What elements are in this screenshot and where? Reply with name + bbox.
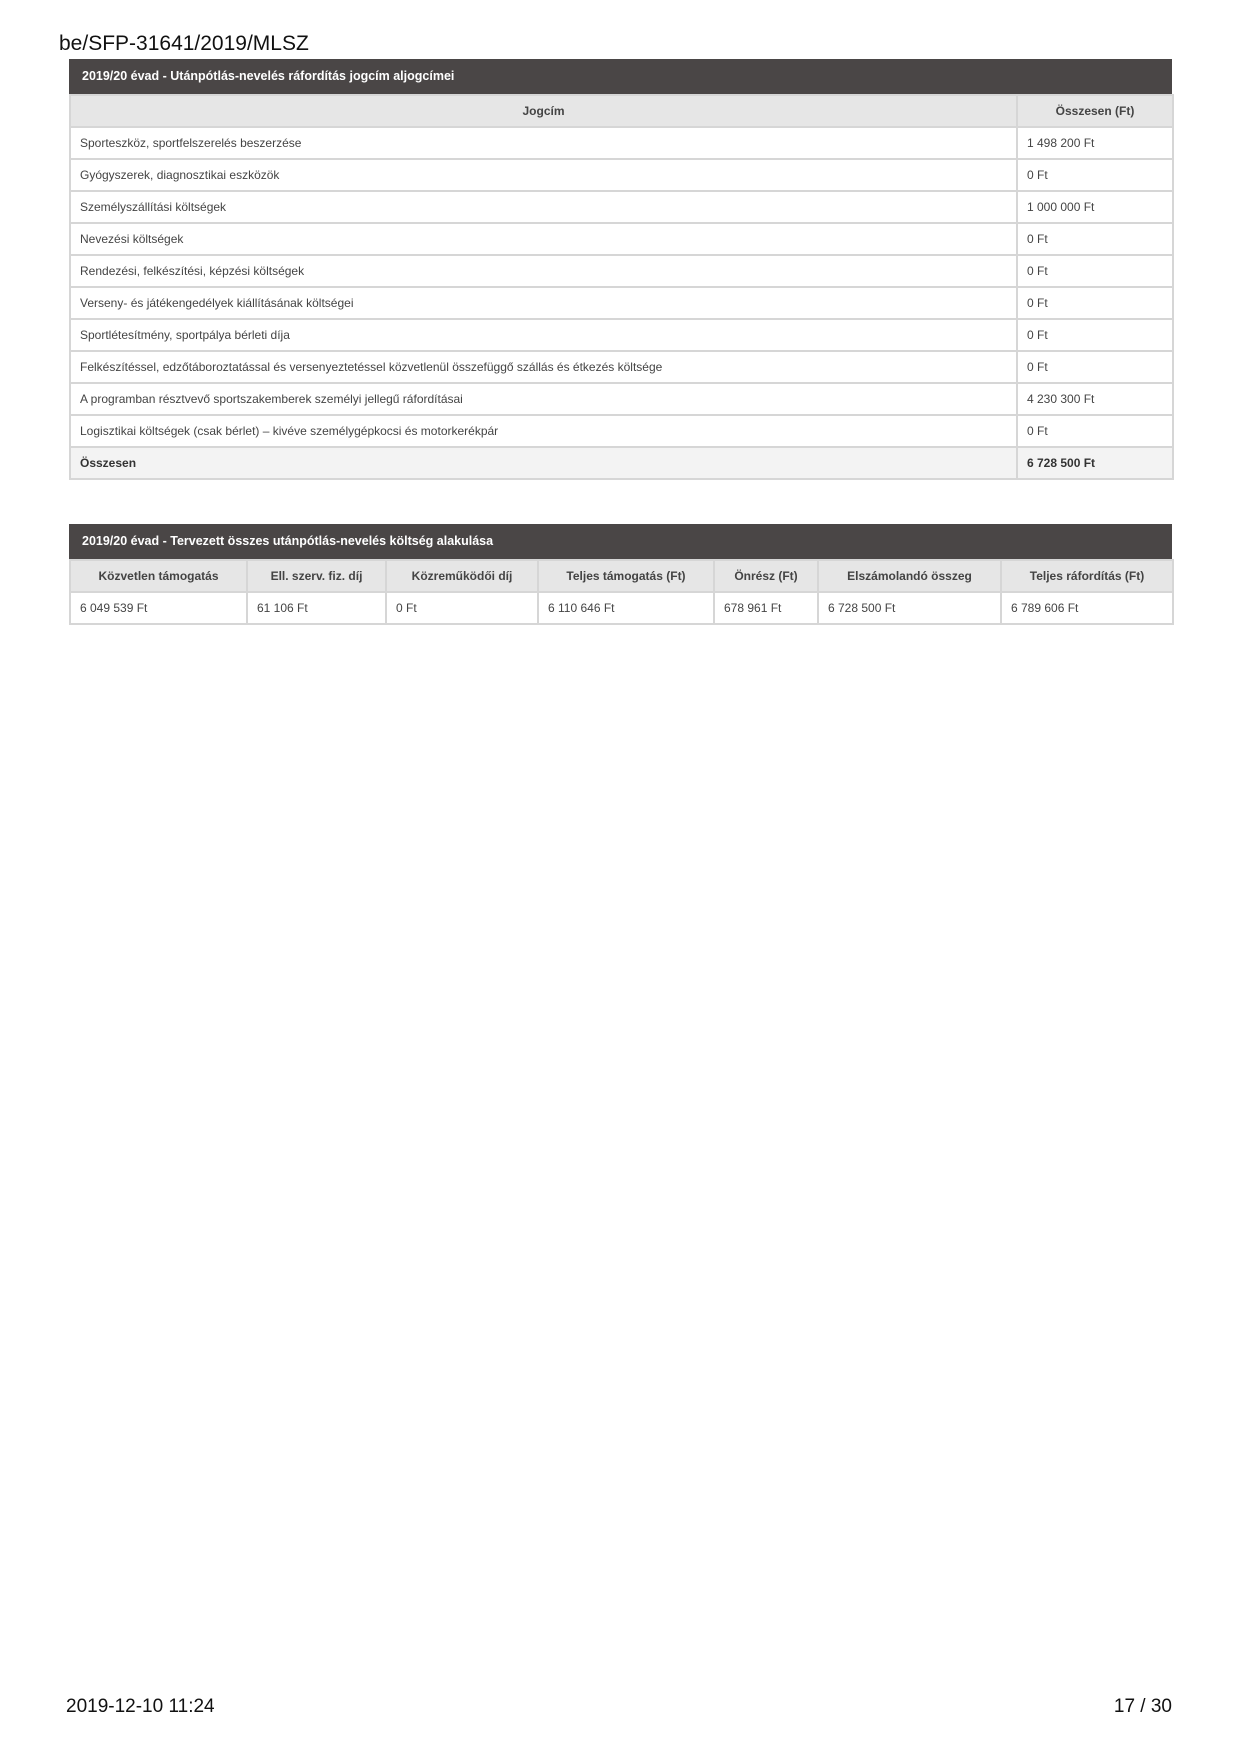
cost-summary-table <box>69 559 1174 625</box>
panel-title: 2019/20 évad - Tervezett összes utánpótlás-nevelés költség alakulása <box>69 524 1172 559</box>
cell-value: 61 106 Ft <box>247 592 386 624</box>
table-row <box>70 127 1173 159</box>
column-header: Ell. szerv. fiz. díj <box>247 560 386 592</box>
total-label: Összesen <box>70 447 1017 479</box>
table-row <box>70 415 1173 447</box>
table-row <box>70 223 1173 255</box>
column-header: Teljes támogatás (Ft) <box>538 560 714 592</box>
row-value: 0 Ft <box>1017 415 1173 447</box>
row-value: 0 Ft <box>1017 255 1173 287</box>
row-label: Sporteszköz, sportfelszerelés beszerzése <box>70 127 1017 159</box>
panel-title: 2019/20 évad - Utánpótlás-nevelés ráfordítás jogcím aljogcímei <box>69 59 1172 94</box>
cell-value: 6 110 646 Ft <box>538 592 714 624</box>
table-row <box>70 287 1173 319</box>
cell-value: 6 049 539 Ft <box>70 592 247 624</box>
row-value: 0 Ft <box>1017 287 1173 319</box>
row-label: Logisztikai költségek (csak bérlet) – kivéve személygépkocsi és motorkerékpár <box>70 415 1017 447</box>
cell-value: 6 789 606 Ft <box>1001 592 1173 624</box>
row-label: A programban résztvevő sportszakemberek személyi jellegű ráfordításai <box>70 383 1017 415</box>
expense-categories-panel <box>69 59 1172 480</box>
row-label: Gyógyszerek, diagnosztikai eszközök <box>70 159 1017 191</box>
row-value: 0 Ft <box>1017 159 1173 191</box>
table-row <box>70 255 1173 287</box>
row-label: Rendezési, felkészítési, képzési költségek <box>70 255 1017 287</box>
table-header-row <box>70 95 1173 127</box>
row-label: Személyszállítási költségek <box>70 191 1017 223</box>
row-value: 1 498 200 Ft <box>1017 127 1173 159</box>
row-value: 0 Ft <box>1017 351 1173 383</box>
table-row <box>70 383 1173 415</box>
cell-value: 678 961 Ft <box>714 592 818 624</box>
row-value: 0 Ft <box>1017 319 1173 351</box>
cost-summary-panel <box>69 524 1172 625</box>
expense-categories-table <box>69 94 1174 480</box>
table-row <box>70 159 1173 191</box>
row-value: 4 230 300 Ft <box>1017 383 1173 415</box>
total-row <box>70 447 1173 479</box>
row-value: 0 Ft <box>1017 223 1173 255</box>
total-value: 6 728 500 Ft <box>1017 447 1173 479</box>
row-label: Sportlétesítmény, sportpálya bérleti díja <box>70 319 1017 351</box>
table-row <box>70 592 1173 624</box>
table-header-row <box>70 560 1173 592</box>
row-label: Felkészítéssel, edzőtáboroztatással és versenyeztetéssel közvetlenül összefüggő szállás és étkezés költsége <box>70 351 1017 383</box>
document-id: be/SFP-31641/2019/MLSZ <box>59 32 309 55</box>
row-label: Nevezési költségek <box>70 223 1017 255</box>
column-header: Teljes ráfordítás (Ft) <box>1001 560 1173 592</box>
column-header: Közreműködői díj <box>386 560 538 592</box>
footer-timestamp: 2019-12-10 11:24 <box>66 1696 215 1717</box>
table-row <box>70 351 1173 383</box>
cell-value: 0 Ft <box>386 592 538 624</box>
column-header: Elszámolandó összeg <box>818 560 1001 592</box>
row-value: 1 000 000 Ft <box>1017 191 1173 223</box>
column-header: Jogcím <box>70 95 1017 127</box>
column-header: Összesen (Ft) <box>1017 95 1173 127</box>
table-row <box>70 319 1173 351</box>
cell-value: 6 728 500 Ft <box>818 592 1001 624</box>
table-row <box>70 191 1173 223</box>
row-label: Verseny- és játékengedélyek kiállításának költségei <box>70 287 1017 319</box>
column-header: Önrész (Ft) <box>714 560 818 592</box>
page-number: 17 / 30 <box>1113 1696 1172 1717</box>
column-header: Közvetlen támogatás <box>70 560 247 592</box>
